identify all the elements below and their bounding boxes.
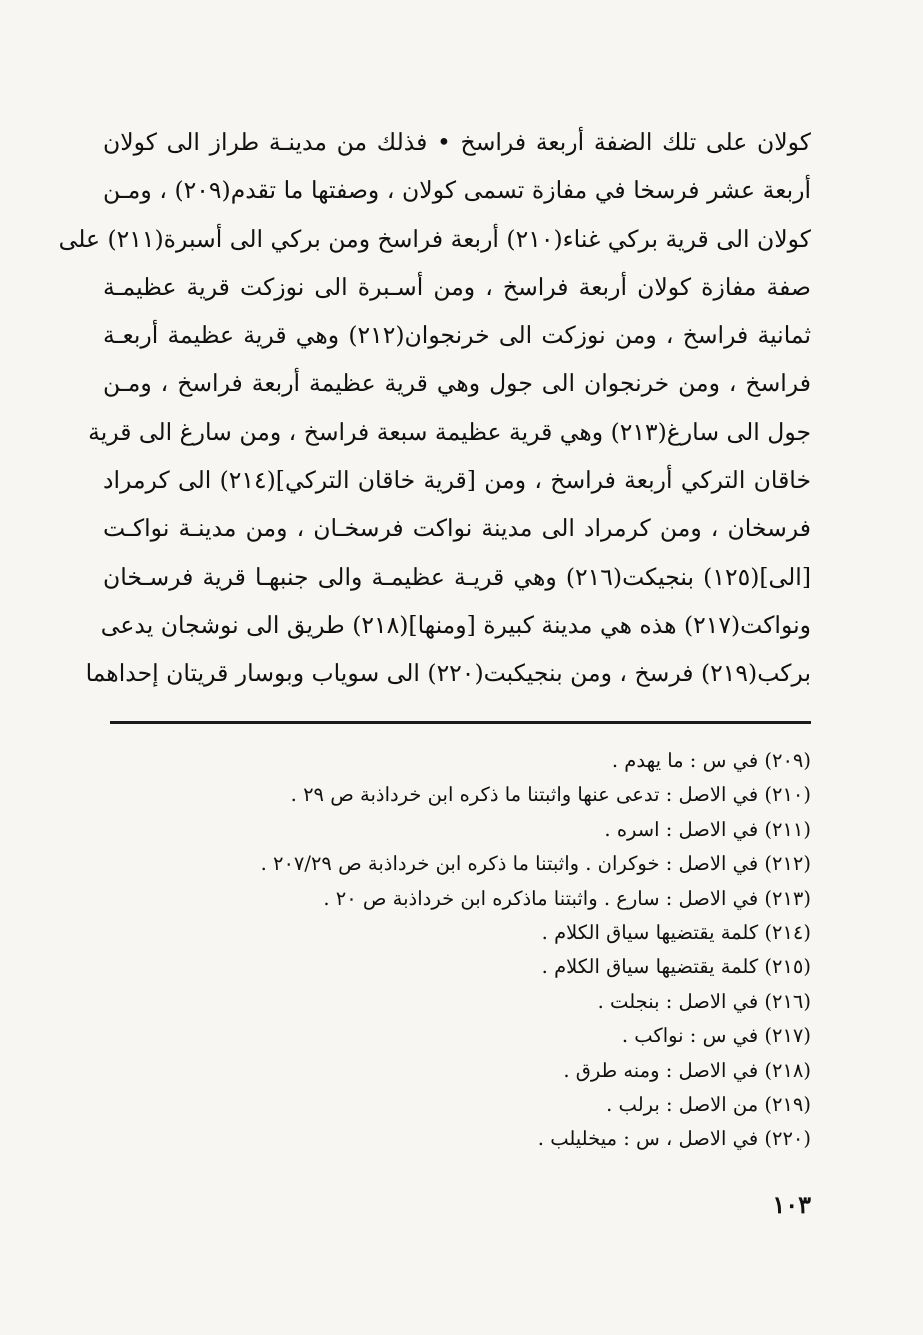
footnote-divider xyxy=(110,721,811,724)
main-text-block xyxy=(58,118,812,698)
main-text-line: كولان الى قرية بركي غناء(٢١٠) أربعة فراسخ ومن بركي الى أسبرة(٢١١) على xyxy=(58,224,811,253)
main-text-line: ونواكت(٢١٧) هذه هي مدينة كبيرة [ومنها](٢١٨) طريق الى نوشجان يدعى xyxy=(100,610,811,639)
footnote: (٢١٣) في الاصل : سارع . واثبتنا ماذكره ابن خرداذبة ص ٢٠ . xyxy=(323,886,811,910)
main-text-line: خاقان التركي أربعة فراسخ ، ومن [قرية خاقان التركي](٢١٤) الى كرمراد xyxy=(103,466,811,495)
main-text-line: [الى](١٢٥) بنجيكت(٢١٦) وهي قريـة عظيمـة والى جنبهـا قرية فرسـخان xyxy=(103,562,811,591)
main-text-line: فرسخان ، ومن كرمراد الى مدينة نواكت فرسخـان ، ومن مدينـة نواكـت xyxy=(103,514,811,543)
footnotes-block xyxy=(131,744,811,1157)
main-text-line: بركب(٢١٩) فرسخ ، ومن بنجيكبت(٢٢٠) الى سوياب وبوسار قريتان إحداهما xyxy=(85,659,811,688)
main-text-line: أربعة عشر فرسخا في مفازة تسمى كولان ، وصفتها ما تقدم(٢٠٩) ، ومـن xyxy=(103,176,811,205)
main-text-line: ثمانية فراسخ ، ومن نوزكت الى خرنجوان(٢١٢) وهي قرية عظيمة أربعـة xyxy=(103,321,812,350)
footnote: (٢٢٠) في الاصل ، س : ميخليلب . xyxy=(537,1127,811,1151)
page-number: ١٠٣ xyxy=(772,1190,811,1219)
main-text-line: صفة مفازة كولان أربعة فراسخ ، ومن أسـبرة الى نوزكت قرية عظيمـة xyxy=(103,272,811,301)
footnote: (٢١٦) في الاصل : بنجلت . xyxy=(597,989,811,1013)
main-text-line: جول الى سارغ(٢١٣) وهي قرية عظيمة سبعة فراسخ ، ومن سارغ الى قرية xyxy=(88,417,811,446)
footnote: (٢١٥) كلمة يقتضيها سياق الكلام . xyxy=(541,955,811,979)
footnote: (٢١٨) في الاصل : ومنه طرق . xyxy=(563,1058,811,1082)
footnote: (٢١٠) في الاصل : تدعى عنها واثبتنا ما ذكره ابن خرداذبة ص ٢٩ . xyxy=(290,783,811,807)
footnote: (٢١٧) في س : نواكب . xyxy=(621,1024,811,1048)
footnote: (٢١٤) كلمة يقتضيها سياق الكلام . xyxy=(541,920,811,944)
footnote: (٢١٢) في الاصل : خوكران . واثبتنا ما ذكره ابن خرداذبة ص ٢٠٧/٢٩ . xyxy=(260,852,811,876)
main-text-line: فراسخ ، ومن خرنجوان الى جول وهي قرية عظيمة أربعة فراسخ ، ومـن xyxy=(103,369,811,398)
footnote: (٢١١) في الاصل : اسره . xyxy=(604,817,811,841)
footnote: (٢١٩) من الاصل : برلب . xyxy=(606,1092,811,1116)
main-text-line: كولان على تلك الضفة أربعة فراسخ • فذلك من مدينـة طراز الى كولان xyxy=(103,128,811,156)
footnote: (٢٠٩) في س : ما يهدم . xyxy=(611,749,811,772)
